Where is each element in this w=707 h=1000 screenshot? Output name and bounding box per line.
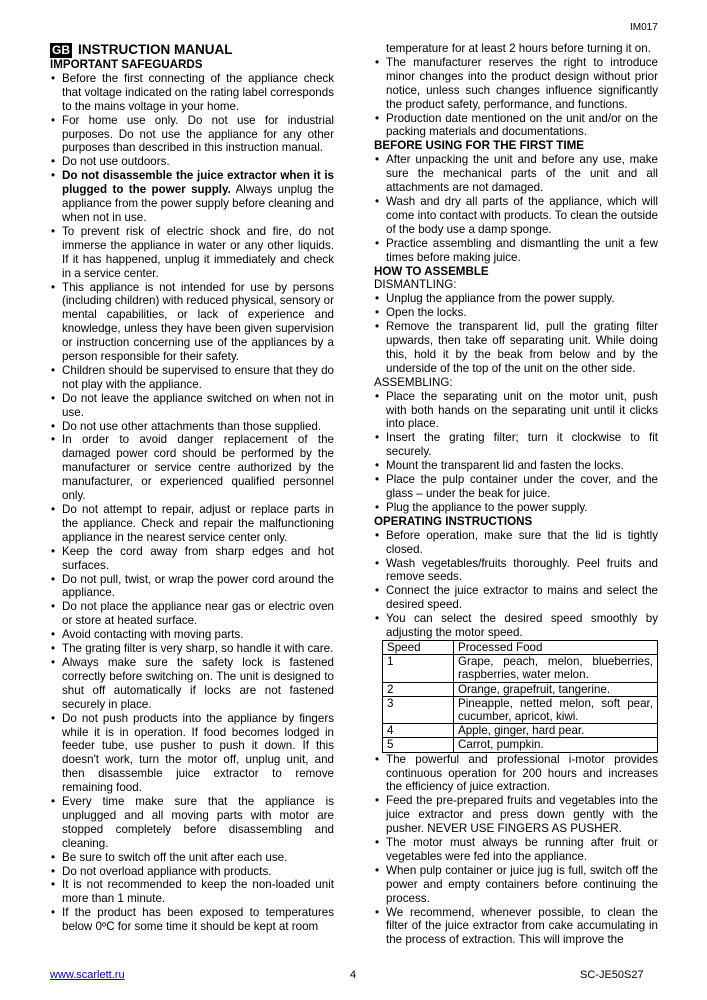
table-row xyxy=(383,738,658,752)
list-item: • If the product has been exposed to temperatures below 0ºC for some time it should be kept at room xyxy=(50,906,334,934)
table-cell: 1 xyxy=(383,655,454,682)
table-cell: 5 xyxy=(383,738,454,752)
list-item: • Practice assembling and dismantling the unit a few times before making juice. xyxy=(374,237,658,265)
list-item: • Unplug the appliance from the power supply. xyxy=(374,292,658,306)
list-item: • Do not use outdoors. xyxy=(50,155,334,169)
list-item: • Wash and dry all parts of the appliance, which will come into contact with products. To clean the outside of the body use a damp sponge. xyxy=(374,195,658,237)
list-item: • The powerful and professional i-motor provides continuous operation for 200 hours and increases the efficiency of juice extraction. xyxy=(374,753,658,795)
list-item: • Place the pulp container under the cover, and the glass – under the beak for juice. xyxy=(374,473,658,501)
table-cell: Carrot, pumpkin. xyxy=(454,738,658,752)
table-row xyxy=(383,655,658,682)
operating-list xyxy=(374,529,658,640)
operating-instructions-heading: OPERATING INSTRUCTIONS xyxy=(374,514,533,528)
table-row xyxy=(383,696,658,723)
list-item: • The motor must always be running after fruit or vegetables were fed into the appliance. xyxy=(374,836,658,864)
list-item: • Every time make sure that the appliance is unplugged and all moving parts with motor are stopped completely before disassembling and cleaning. xyxy=(50,795,334,851)
table-row xyxy=(383,724,658,738)
list-item: • Place the separating unit on the motor unit, push with both hands on the separating unit until it clicks into place. xyxy=(374,390,658,432)
list-item: • For home use only. Do not use for industrial purposes. Do not use the appliance for any other purposes than described in this instruction manual. xyxy=(50,114,334,156)
list-item: • To prevent risk of electric shock and fire, do not immerse the appliance in water or any other liquids. If it has happened, unplug it immediately and check in a service center. xyxy=(50,225,334,281)
list-item: • Do not leave the appliance switched on when not in use. xyxy=(50,392,334,420)
assembling-label: ASSEMBLING: xyxy=(374,375,453,389)
list-item: • Do not place the appliance near gas or electric oven or store at heated surface. xyxy=(50,600,334,628)
left-column xyxy=(50,42,334,934)
list-item: • Do not attempt to repair, adjust or replace parts in the appliance. Check and repair the malfunctioning appliance in the nearest service center only. xyxy=(50,503,334,545)
list-item: • Always make sure the safety lock is fastened correctly before switching on. The unit is designed to shut off automatically if locks are not fastened securely in place. xyxy=(50,656,334,712)
list-item: • After unpacking the unit and before any use, make sure the mechanical parts of the unit and all attachments are not damaged. xyxy=(374,153,658,195)
assembling-list xyxy=(374,390,658,515)
table-cell: 2 xyxy=(383,682,454,696)
list-item: • The manufacturer reserves the right to introduce minor changes into the product design without prior notice, unless such changes influence significantly the product safety, performance, and functions. xyxy=(374,56,658,112)
speed-table xyxy=(382,640,658,753)
list-item-text: Always unplug the appliance from the power supply before cleaning and when not in use. xyxy=(62,183,334,224)
model-number: SC-JE50S27 xyxy=(580,969,644,981)
table-cell: 3 xyxy=(383,696,454,723)
table-header-row xyxy=(383,640,658,654)
table-cell: Pineapple, netted melon, soft pear, cucumber, apricot, kiwi. xyxy=(454,696,658,723)
list-item: • Be sure to switch off the unit after each use. xyxy=(50,851,334,865)
table-cell: Apple, ginger, hard pear. xyxy=(454,724,658,738)
list-item: • Production date mentioned on the unit and/or on the packing materials and documentations. xyxy=(374,112,658,140)
language-badge: GB xyxy=(52,42,70,57)
list-item: • It is not recommended to keep the non-loaded unit more than 1 minute. xyxy=(50,878,334,906)
list-item: • Do not pull, twist, or wrap the power cord around the appliance. xyxy=(50,573,334,601)
list-item: • You can select the desired speed smoothly by adjusting the motor speed. xyxy=(374,612,658,640)
dismantling-list xyxy=(374,292,658,375)
page-number: 4 xyxy=(350,969,357,981)
table-row xyxy=(383,682,658,696)
website-link[interactable]: www.scarlett.ru xyxy=(50,969,125,981)
dismantling-label: DISMANTLING: xyxy=(374,278,457,292)
safeguards-list xyxy=(50,72,334,934)
list-item: • The grating filter is very sharp, so handle it with care. xyxy=(50,642,334,656)
safeguards-heading: IMPORTANT SAFEGUARDS xyxy=(50,58,203,71)
before-first-use-heading: BEFORE USING FOR THE FIRST TIME xyxy=(374,139,584,153)
right-column xyxy=(374,42,658,947)
manual-title xyxy=(50,42,334,58)
table-cell: Orange, grapefruit, tangerine. xyxy=(454,682,658,696)
list-item: • Do not push products into the appliance by fingers while it is in operation. If food becomes lodged in feeder tube, use pusher to push it down. If this doesn't work, turn the motor off, unplug unit, and then disassemble juice extractor to remove remaining food. xyxy=(50,712,334,795)
list-item xyxy=(50,169,334,225)
table-cell: Grape, peach, melon, blueberries, raspberries, water melon. xyxy=(454,655,658,682)
list-item: • Do not use other attachments than those supplied. xyxy=(50,420,334,434)
operating-list-continued xyxy=(374,753,658,948)
list-item: • Open the locks. xyxy=(374,306,658,320)
list-item: • Feed the pre-prepared fruits and vegetables into the juice extractor and press down gently with the pusher. NEVER USE FINGERS AS PUSHER. xyxy=(374,794,658,836)
list-item: • Do not overload appliance with products. xyxy=(50,865,334,879)
list-item: • Mount the transparent lid and fasten the locks. xyxy=(374,459,658,473)
how-to-assemble-heading: HOW TO ASSEMBLE xyxy=(374,264,489,278)
list-item: • Wash vegetables/fruits thoroughly. Peel fruits and remove seeds. xyxy=(374,557,658,585)
before-first-use-list xyxy=(374,153,658,264)
list-item: • Children should be supervised to ensure that they do not play with the appliance. xyxy=(50,364,334,392)
list-item: • Plug the appliance to the power supply. xyxy=(374,501,658,515)
document-code: IM017 xyxy=(630,22,658,33)
list-item: • Connect the juice extractor to mains and select the desired speed. xyxy=(374,584,658,612)
list-item: • Avoid contacting with moving parts. xyxy=(50,628,334,642)
list-item: • Remove the transparent lid, pull the grating filter upwards, then take off separating unit. While doing this, hold it by the beak from below and by the underside of the top of the unit on the other side. xyxy=(374,320,658,376)
list-item: • Insert the grating filter; turn it clockwise to fit securely. xyxy=(374,431,658,459)
notes-list xyxy=(374,56,658,139)
column-header: Speed xyxy=(383,640,454,654)
continued-text: temperature for at least 2 hours before turning it on. xyxy=(386,42,651,55)
list-item: • We recommend, whenever possible, to clean the filter of the juice extractor from cake accumulating in the process of extraction. This will improve the xyxy=(374,906,658,948)
table-cell: 4 xyxy=(383,724,454,738)
column-header: Processed Food xyxy=(454,640,658,654)
list-item: • Before the first connecting of the appliance check that voltage indicated on the rating label corresponds to the mains voltage in your home. xyxy=(50,72,334,114)
list-item: • Before operation, make sure that the lid is tightly closed. xyxy=(374,529,658,557)
list-item: • When pulp container or juice jug is full, switch off the power and empty containers before continuing the process. xyxy=(374,864,658,906)
list-item: • Keep the cord away from sharp edges and hot surfaces. xyxy=(50,545,334,573)
list-item: • In order to avoid danger replacement of the damaged power cord should be performed by the manufacturer or service centre authorized by the manufacturer, or experienced qualified personnel only. xyxy=(50,433,334,503)
list-item: • This appliance is not intended for use by persons (including children) with reduced physical, sensory or mental capabilities, or lack of experience and knowledge, unless they have been given supervision or instruction concerning use of the appliances by a person responsible for their safety. xyxy=(50,281,334,364)
bold-warning: Do not disassemble the juice extractor when it is plugged to the power supply. xyxy=(62,169,334,197)
title-text: INSTRUCTION MANUAL xyxy=(78,42,233,57)
